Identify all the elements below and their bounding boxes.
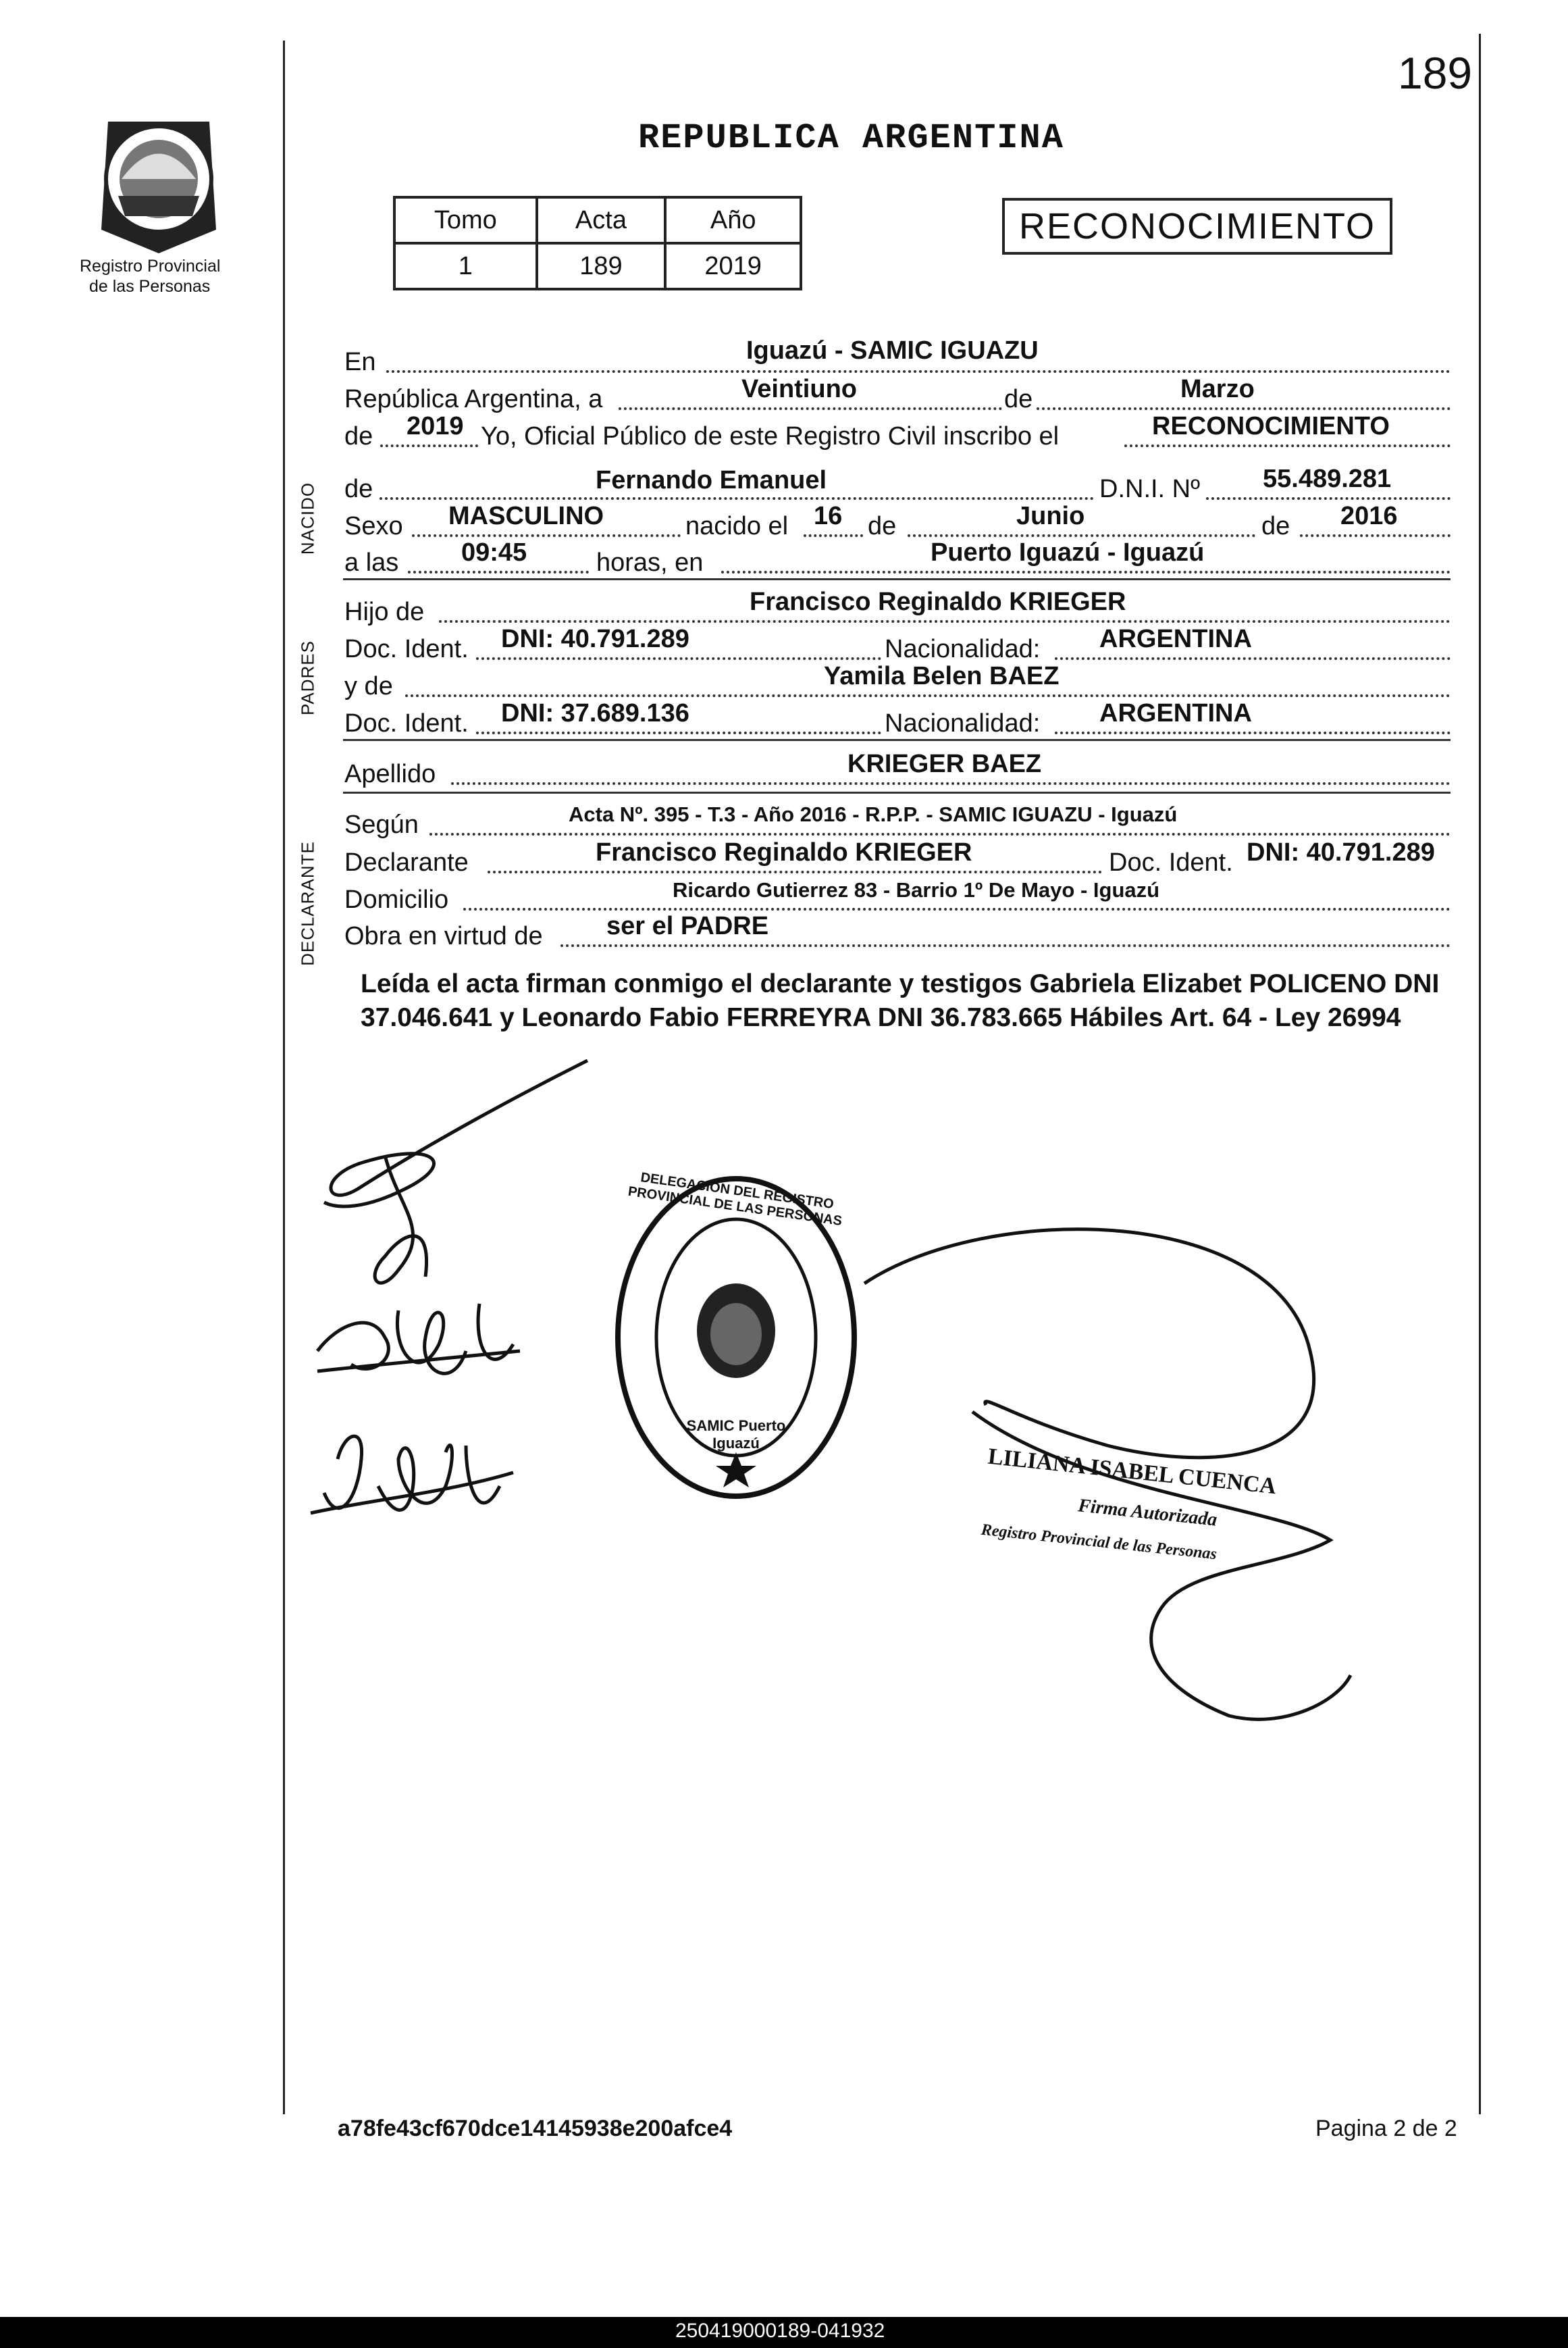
section-label-declarante: DECLARANTE [297,841,318,966]
month-dots [1037,407,1451,410]
time-dots [408,571,589,573]
domicilio-value: Ricardo Gutierrez 83 - Barrio 1º De Mayo - Iguazú [673,878,1160,902]
en-dots [386,370,1451,373]
pagination: Pagina 2 de 2 [1315,2116,1457,2141]
registration-month: Marzo [1180,375,1255,403]
dni-label: D.N.I. Nº [1099,475,1200,503]
yde-label: y de [344,672,393,700]
legal-statement: Leída el acta firman conmigo el declarante y testigos Gabriela Elizabet POLICENO DNI 37.046.641 y Leonardo Fabio FERREYRA DNI 36.783.665 Hábiles Art. 64 - Ley 26994 [361,969,1440,1032]
obra-label: Obra en virtud de [344,922,543,950]
declarant-signature [297,1054,594,1581]
domicilio-label: Domicilio [344,886,449,914]
birth-year: 2016 [1340,502,1398,530]
mother-nac-dots [1055,732,1451,734]
section-divider-1 [343,578,1451,580]
registry-table [393,196,802,290]
registration-year: 2019 [407,412,464,440]
section-divider-2 [343,739,1451,741]
section-label-nacido: NACIDO [297,482,318,555]
father-name: Francisco Reginaldo KRIEGER [750,588,1126,616]
surname-value: KRIEGER BAEZ [847,750,1042,778]
father-dots [439,620,1451,623]
barcode-text: 250419000189-041932 [675,2320,885,2342]
name-dots [380,497,1094,500]
segun-label: Según [344,811,419,839]
registration-day: Veintiuno [741,375,857,403]
father-doc-dots [476,657,881,660]
province-logo [81,101,236,257]
nacionalidad-label-1: Nacionalidad: [885,635,1041,663]
segun-dots [429,833,1451,836]
registrar-name: LILIANA ISABEL CUENCA [987,1444,1278,1500]
registrar-title: Firma Autorizada [1076,1495,1218,1531]
declarante-doc: DNI: 40.791.289 [1247,838,1435,867]
place-dots [721,571,1451,573]
section-label-padres: PADRES [297,640,318,715]
hijo-label: Hijo de [344,598,425,626]
de-label-5: de [1261,512,1290,540]
table-header-anio: Año [665,197,801,243]
horas-label: horas, en [596,548,704,577]
obra-dots [560,944,1451,947]
sexo-dots [412,534,681,537]
record-type-box: RECONOCIMIENTO [1002,198,1392,255]
birth-month-dots [908,534,1255,537]
year-dots [380,444,478,447]
declarante-name: Francisco Reginaldo KRIEGER [596,838,972,867]
de-label-4: de [868,512,897,540]
seal-ring-text: DELEGACION DEL REGISTRO PROVINCIAL DE LAS PERSONAS [627,1170,843,1229]
dni-dots [1206,497,1451,500]
birth-place: Puerto Iguazú - Iguazú [931,538,1205,567]
nacido-label: nacido el [685,512,789,540]
right-margin-line [1479,34,1481,2114]
father-nationality: ARGENTINA [1099,625,1252,653]
document-title: REPUBLICA ARGENTINA [638,118,1064,158]
mother-doc-dots [476,732,881,734]
inscribo-label: Yo, Oficial Público de este Registro Civil inscribo el [481,422,1060,451]
doc-ident-label-1: Doc. Ident. [344,635,469,663]
mother-doc: DNI: 37.689.136 [501,699,689,728]
father-nac-dots [1055,657,1451,660]
sexo-label: Sexo [344,512,403,540]
mother-dots [405,694,1451,697]
declarante-dots [488,871,1102,873]
day-dots [619,407,1002,410]
father-doc: DNI: 40.791.289 [501,625,689,653]
table-header-tomo: Tomo [394,197,537,243]
registry-name-line2: de las Personas [89,277,211,296]
mother-name: Yamila Belen BAEZ [824,662,1060,690]
table-header-acta: Acta [537,197,666,243]
table-value-acta: 189 [537,243,666,289]
birth-year-dots [1300,534,1451,537]
child-sex: MASCULINO [448,502,604,530]
apellido-label: Apellido [344,760,436,788]
place-of-registration: Iguazú - SAMIC IGUAZU [746,336,1039,365]
de-label-2: de [344,422,373,451]
de-label-1: de [1004,385,1033,413]
registrar-office: Registro Provincial de las Personas [980,1521,1218,1564]
doc-ident-label-2: Doc. Ident. [344,709,469,738]
segun-value: Acta Nº. 395 - T.3 - Año 2016 - R.P.P. - SAMIC IGUAZU - Iguazú [569,802,1178,826]
record-type-value: RECONOCIMIENTO [1152,412,1390,440]
alas-label: a las [344,548,399,577]
birth-day: 16 [814,502,843,530]
birth-day-dots [804,534,863,537]
seal-inner-text: SAMIC Puerto Iguazú [686,1417,786,1452]
document-hash: a78fe43cf670dce14145938e200afce4 [338,2116,733,2141]
section-divider-3 [343,792,1451,794]
birth-month: Junio [1016,502,1085,530]
left-margin-line [283,41,285,2114]
child-name: Fernando Emanuel [596,466,827,494]
en-label: En [344,348,376,376]
declarante-label: Declarante [344,848,469,877]
republica-label: República Argentina, a [344,385,603,413]
table-value-tomo: 1 [394,243,537,289]
birth-time: 09:45 [461,538,527,567]
nacionalidad-label-2: Nacionalidad: [885,709,1041,738]
table-value-anio: 2019 [665,243,801,289]
apellido-dots [451,782,1451,785]
page-number: 189 [1398,48,1473,98]
inscribo-dots [1124,444,1451,447]
domicilio-dots [463,908,1451,911]
doc-ident-label-3: Doc. Ident. [1109,848,1233,877]
child-dni: 55.489.281 [1263,465,1392,493]
obra-value: ser el PADRE [606,912,769,940]
registry-name-line1: Registro Provincial [80,257,221,276]
de-label-3: de [344,475,373,503]
mother-nationality: ARGENTINA [1099,699,1252,728]
